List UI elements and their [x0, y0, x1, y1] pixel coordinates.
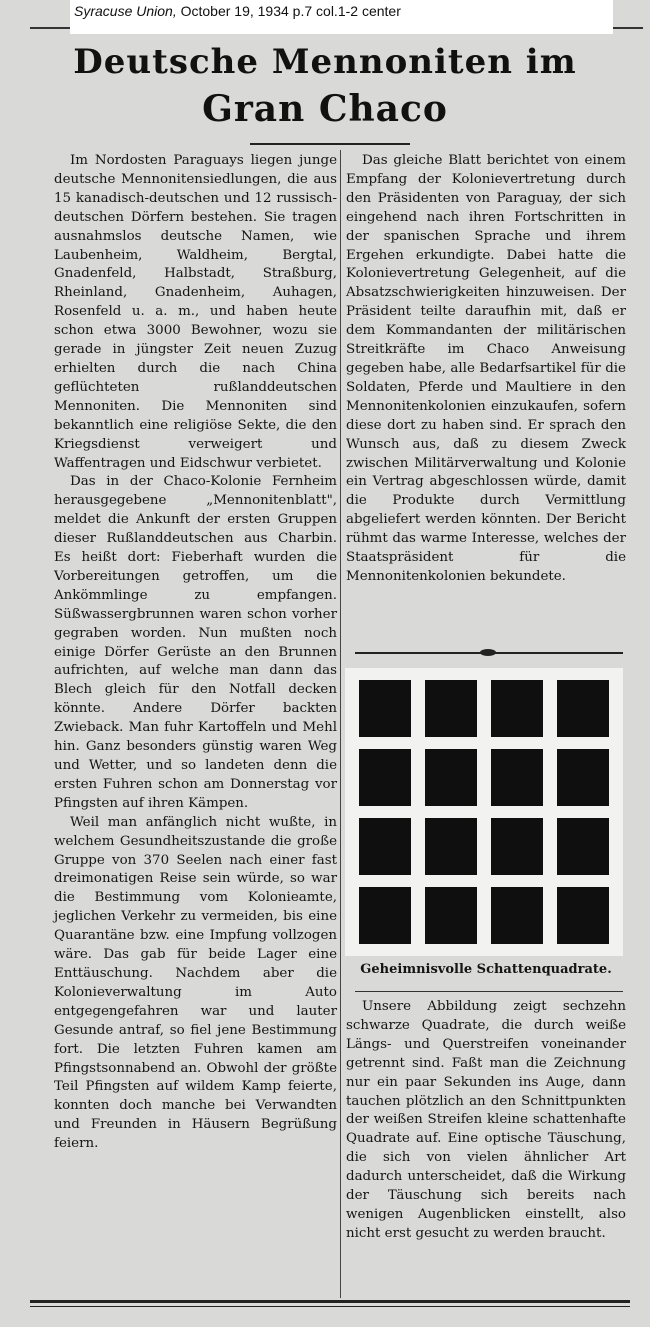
left-column	[54, 152, 337, 1154]
black-square	[359, 680, 411, 737]
left-paragraph-1: Im Nordosten Paraguays liegen junge deutsche Mennonitensiedlungen, die aus 15 kanadisch-deutschen und 12 russisch-deutschen Dörfern bestehen. Sie tragen ausnahmslos deutsche Namen, wie Laubenheim, Waldheim, Bergtal, Gnadenfeld, Halbstadt, Straßburg, Rheinland, Gnadenheim, Auhagen, Rosenfeld u. a. m., und haben heute schon etwa 3000 Bewohner, wozu sie gerade in jüngster Zeit neuen Zuzug erhielten durch die nach China geflüchteten rußlanddeutschen Mennoniten. Die Mennoniten sind bekanntlich eine religiöse Sekte, die den Kriegsdienst verweigert und Waffentragen und Eidschwur verbietet.	[54, 153, 337, 471]
black-square	[491, 818, 543, 875]
black-square	[359, 818, 411, 875]
black-square	[491, 749, 543, 806]
headline-rule	[250, 143, 410, 145]
caption-publication: Syracuse Union,	[74, 3, 177, 19]
figure-paragraph: Unsere Abbildung zeigt sechzehn schwarze Quadrate, die durch weiße Längs- und Querstreifen voneinander getrennt sind. Faßt man die Zeichnung nur ein paar Sekunden ins Auge, dann tauchen plötzlich an den Schnittpunkten der weißen Streifen kleine schattenhafte Quadrate auf. Eine optische Täuschung, die sich von vielen ähnlicher Art dadurch unterscheidet, daß die Wirkung der Täuschung sich bereits nach wenigen Augenblicken einstellt, also nicht erst gesucht zu werden braucht.	[346, 999, 626, 1241]
right-paragraph-1: Das gleiche Blatt berichtet von einem Empfang der Kolonievertretung durch den Präsidenten von Paraguay, der sich eingehend nach ihren Fortschritten in der spanischen Sprache und ihrem Ergehen erkundigte. Dabei hatte die Kolonievertretung Gelegenheit, auf die Absatzschwierigkeiten hinzuweisen. Der Präsident teilte daraufhin mit, daß er dem Kommandanten der militärischen Streitkräfte im Chaco Anweisung gegeben habe, alle Bedarfsartikel für die Soldaten, Pferde und Maultiere in den Mennonitenkolonien einzukaufen, sofern diese dort zu haben sind. Er sprach den Wunsch aus, daß zu diesem Zweck zwischen Militärverwaltung und Kolonie ein Vertrag abgeschlossen würde, damit die Produkte durch Vermittlung abgeliefert werden könnten. Der Bericht rühmt das warme Interesse, welches der Staatspräsident für die Mennonitenkolonien bekundete.	[346, 153, 626, 584]
top-right-rule	[613, 27, 643, 29]
black-square	[359, 749, 411, 806]
left-paragraph-2: Das in der Chaco-Kolonie Fernheim herausgegebene „Mennonitenblatt", meldet die Ankunft der ersten Gruppen dieser Rußlanddeutschen aus Charbin. Es heißt dort: Fieberhaft wurden die Vorbereitungen getroffen, um die Ankömmlinge zu empfangen. Süßwassergbrunnen waren schon vorher gegraben worden. Nun mußten noch einige Dörfer Gerüste an den Brunnen aufrichten, auf welche man dann das Blech gleich für den Notfall decken könnte. Andere Dörfer backten Zwieback. Man fuhr Kartoffeln und Mehl hin. Ganz besonders günstig waren Weg und Wetter, und so landeten denn die ersten Fuhren schon am Donnerstag vor Pfingsten auf ihren Kämpen.	[54, 474, 337, 811]
black-square	[557, 818, 609, 875]
black-square	[557, 887, 609, 944]
headline-line-2: Gran Chaco	[202, 88, 448, 130]
left-paragraph-3: Weil man anfänglich nicht wußte, in welchem Gesundheitszustande die große Gruppe von 370 Seelen nach einer fast dreimonatigen Reise sein würde, so war die Bestimmung vom Kolonieamte, jeglichen Verkehr zu vermeiden, bis eine Quarantäne bzw. eine Impfung vollzogen wäre. Das gab für beide Lager eine Enttäuschung. Nachdem aber die Kolonieverwaltung im Auto entgegengefahren war und lauter Gesunde antraf, so fiel jene Bestimmung fort. Die letzten Fuhren kamen am Pfingstsonnabend an. Obwohl der größte Teil Pfingsten auf wildem Kamp feierte, konnten doch manche bei Verwandten und Freunden in Häusern Begrüßung feiern.	[54, 814, 337, 1152]
right-column	[346, 152, 626, 587]
black-square	[425, 818, 477, 875]
shadow-squares-figure	[345, 668, 623, 956]
bottom-rule	[30, 1300, 630, 1303]
figure-rule	[355, 991, 623, 992]
black-square	[425, 887, 477, 944]
top-left-rule	[30, 27, 70, 29]
black-square	[425, 749, 477, 806]
bottom-rule-thin	[30, 1306, 630, 1307]
column-divider	[340, 150, 341, 1298]
headline-line-1: Deutsche Mennoniten im	[73, 42, 577, 82]
caption-details: October 19, 1934 p.7 col.1-2 center	[180, 3, 401, 19]
black-square	[425, 680, 477, 737]
figure-caption: Geheimnisvolle Schattenquadrate.	[360, 962, 612, 977]
black-square	[557, 680, 609, 737]
black-square	[491, 680, 543, 737]
section-rule-ornament	[480, 649, 496, 656]
figure-text-column	[346, 998, 626, 1244]
black-square	[557, 749, 609, 806]
black-square	[359, 887, 411, 944]
black-square	[491, 887, 543, 944]
source-caption	[70, 0, 613, 34]
